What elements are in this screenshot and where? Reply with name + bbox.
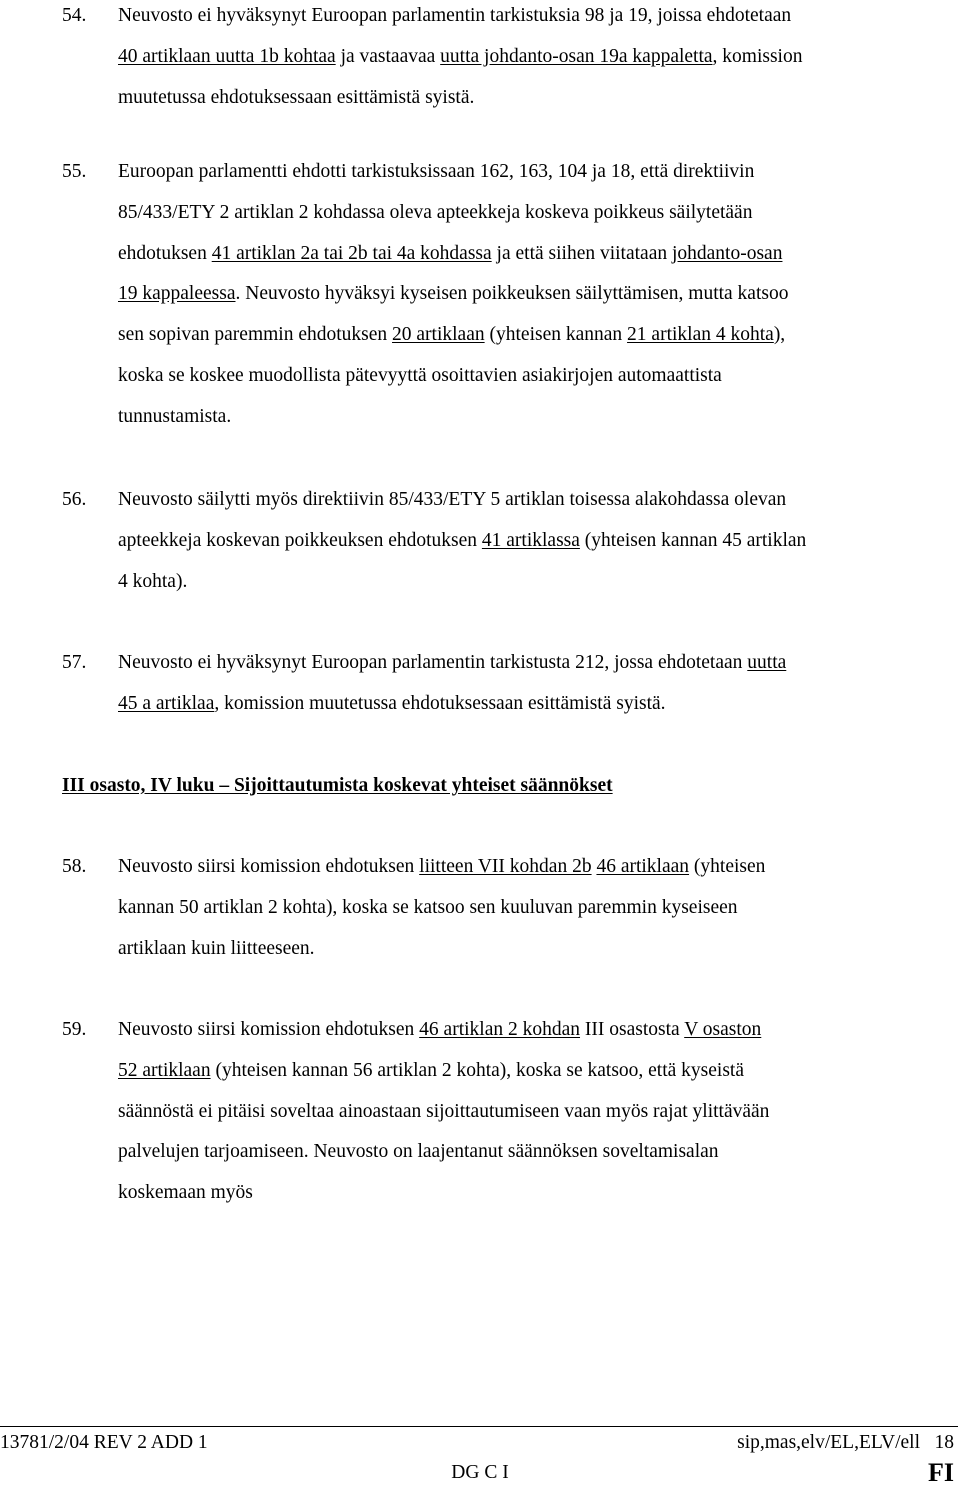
text-line (118, 193, 954, 234)
text-line (118, 234, 954, 275)
footer-dg: DG C I (451, 1462, 509, 1483)
text-segment: 4 kohta). (118, 570, 188, 592)
text-segment: (yhteisen kannan 45 artiklan (579, 529, 807, 551)
footer-doc-ref: 13781/2/04 REV 2 ADD 1 (0, 1432, 208, 1453)
paragraph-number: 58. (62, 856, 87, 877)
text-line (118, 78, 954, 119)
text-segment: 85/433/ETY 2 artiklan 2 kohdassa oleva apteekkeja koskeva poikkeus säilytetään (118, 201, 753, 223)
text-line (118, 847, 954, 888)
footer-page-number: 18 (934, 1432, 954, 1453)
underlined-reference: 52 artiklaan (118, 1059, 211, 1081)
text-segment: palvelujen tarjoamiseen. Neuvosto on laajentanut säännöksen soveltamisalan (118, 1141, 719, 1163)
paragraph-text (118, 0, 954, 118)
paragraph-text (118, 643, 954, 725)
text-line (118, 1051, 954, 1092)
text-segment: (yhteisen kannan (484, 324, 628, 346)
paragraph-number: 57. (62, 652, 87, 673)
text-segment: kannan 50 artiklan 2 kohta), koska se katsoo sen kuuluvan paremmin kyseiseen (118, 896, 738, 918)
underlined-reference: 21 artiklan 4 kohta (627, 324, 774, 346)
underlined-reference: V osaston (684, 1019, 762, 1040)
footer-divider (0, 1426, 958, 1427)
text-segment: ja vastaavaa (335, 45, 441, 67)
text-segment: (yhteisen (689, 856, 766, 877)
underlined-reference: liitteen VII kohdan 2b (419, 856, 592, 877)
underlined-reference: 46 artiklan 2 kohdan (419, 1019, 581, 1040)
text-line (118, 1010, 954, 1051)
text-segment: , komission muutetussa ehdotuksessaan esittämistä syistä. (214, 692, 666, 714)
paragraph-text (118, 847, 954, 969)
text-segment: apteekkeja koskevan poikkeuksen ehdotuksen (118, 529, 482, 551)
text-segment: sen sopivan paremmin ehdotuksen (118, 324, 393, 346)
text-segment: Neuvosto siirsi komission ehdotuksen (118, 856, 420, 877)
section-heading: III osasto, IV luku – Sijoittautumista koskevat yhteiset säännökset (62, 775, 613, 796)
text-segment: (yhteisen kannan 56 artiklan 2 kohta), koska se katsoo, että kyseistä (210, 1059, 744, 1081)
text-segment: ehdotuksen (118, 242, 212, 264)
paragraph-number: 55. (62, 161, 87, 182)
text-line (118, 1092, 954, 1133)
underlined-reference: 20 artiklaan (392, 324, 485, 346)
text-line (118, 397, 954, 438)
text-segment: tunnustamista. (118, 405, 232, 427)
footer-language: FI (928, 1458, 954, 1487)
paragraph-number: 54. (62, 5, 87, 26)
text-segment: artiklaan kuin liitteeseen. (118, 937, 315, 959)
text-segment: säännöstä ei pitäisi soveltaa ainoastaan sijoittautumiseen vaan myös rajat ylittävään (118, 1100, 770, 1122)
underlined-reference: 45 a artiklaa (118, 692, 215, 714)
paragraph-number: 56. (62, 489, 87, 510)
text-line (118, 152, 954, 193)
text-segment: ), (773, 324, 786, 346)
text-line (118, 0, 954, 37)
text-segment: koska se koskee muodollista pätevyyttä osoittavien asiakirjojen automaattista (118, 364, 722, 386)
underlined-reference: 19 kappaleessa (118, 283, 236, 305)
text-line (118, 274, 954, 315)
paragraph-text (118, 1010, 954, 1214)
text-line (118, 521, 954, 562)
text-segment: koskemaan myös (118, 1182, 253, 1204)
text-line (118, 356, 954, 397)
underlined-reference: uutta johdanto-osan 19a kappaletta (440, 45, 713, 67)
text-segment: Neuvosto siirsi komission ehdotuksen (118, 1019, 420, 1040)
text-line (118, 888, 954, 929)
text-line (118, 37, 954, 78)
underlined-reference: johdanto-osan (671, 242, 783, 264)
underlined-reference: 41 artiklan 2a tai 2b tai 4a kohdassa (211, 242, 492, 264)
text-segment: , komission (712, 45, 803, 67)
text-line (118, 684, 954, 725)
text-segment: Neuvosto ei hyväksynyt Euroopan parlamentin tarkistusta 212, jossa ehdotetaan (118, 652, 748, 673)
text-line (118, 480, 954, 521)
underlined-reference: 40 artiklaan uutta 1b kohtaa (118, 45, 336, 67)
footer-initials: sip,mas,elv/EL,ELV/ell (737, 1432, 920, 1453)
text-line (118, 643, 954, 684)
text-line (118, 929, 954, 970)
underlined-reference: uutta (747, 652, 787, 673)
underlined-reference: 46 artiklaan (596, 856, 690, 877)
text-segment: ja että siihen viitataan (491, 242, 672, 264)
text-segment: Neuvosto säilytti myös direktiivin 85/433/ETY 5 artiklan toisessa alakohdassa olevan (118, 489, 787, 510)
text-segment: Neuvosto ei hyväksynyt Euroopan parlamentin tarkistuksia 98 ja 19, joissa ehdotetaan (118, 5, 792, 26)
text-line (118, 1132, 954, 1173)
text-segment: . Neuvosto hyväksyi kyseisen poikkeuksen säilyttämisen, mutta katsoo (235, 283, 789, 305)
text-line (118, 1173, 954, 1214)
text-line (118, 315, 954, 356)
paragraph-number: 59. (62, 1019, 87, 1040)
paragraph-text (118, 480, 954, 602)
underlined-reference: 41 artiklassa (481, 529, 580, 551)
paragraph-text (118, 152, 954, 438)
text-line (118, 562, 954, 603)
text-segment: muutetussa ehdotuksessaan esittämistä syistä. (118, 86, 475, 108)
text-segment: Euroopan parlamentti ehdotti tarkistuksissaan 162, 163, 104 ja 18, että direktiivin (118, 161, 755, 182)
text-segment: III osastosta (580, 1019, 685, 1040)
